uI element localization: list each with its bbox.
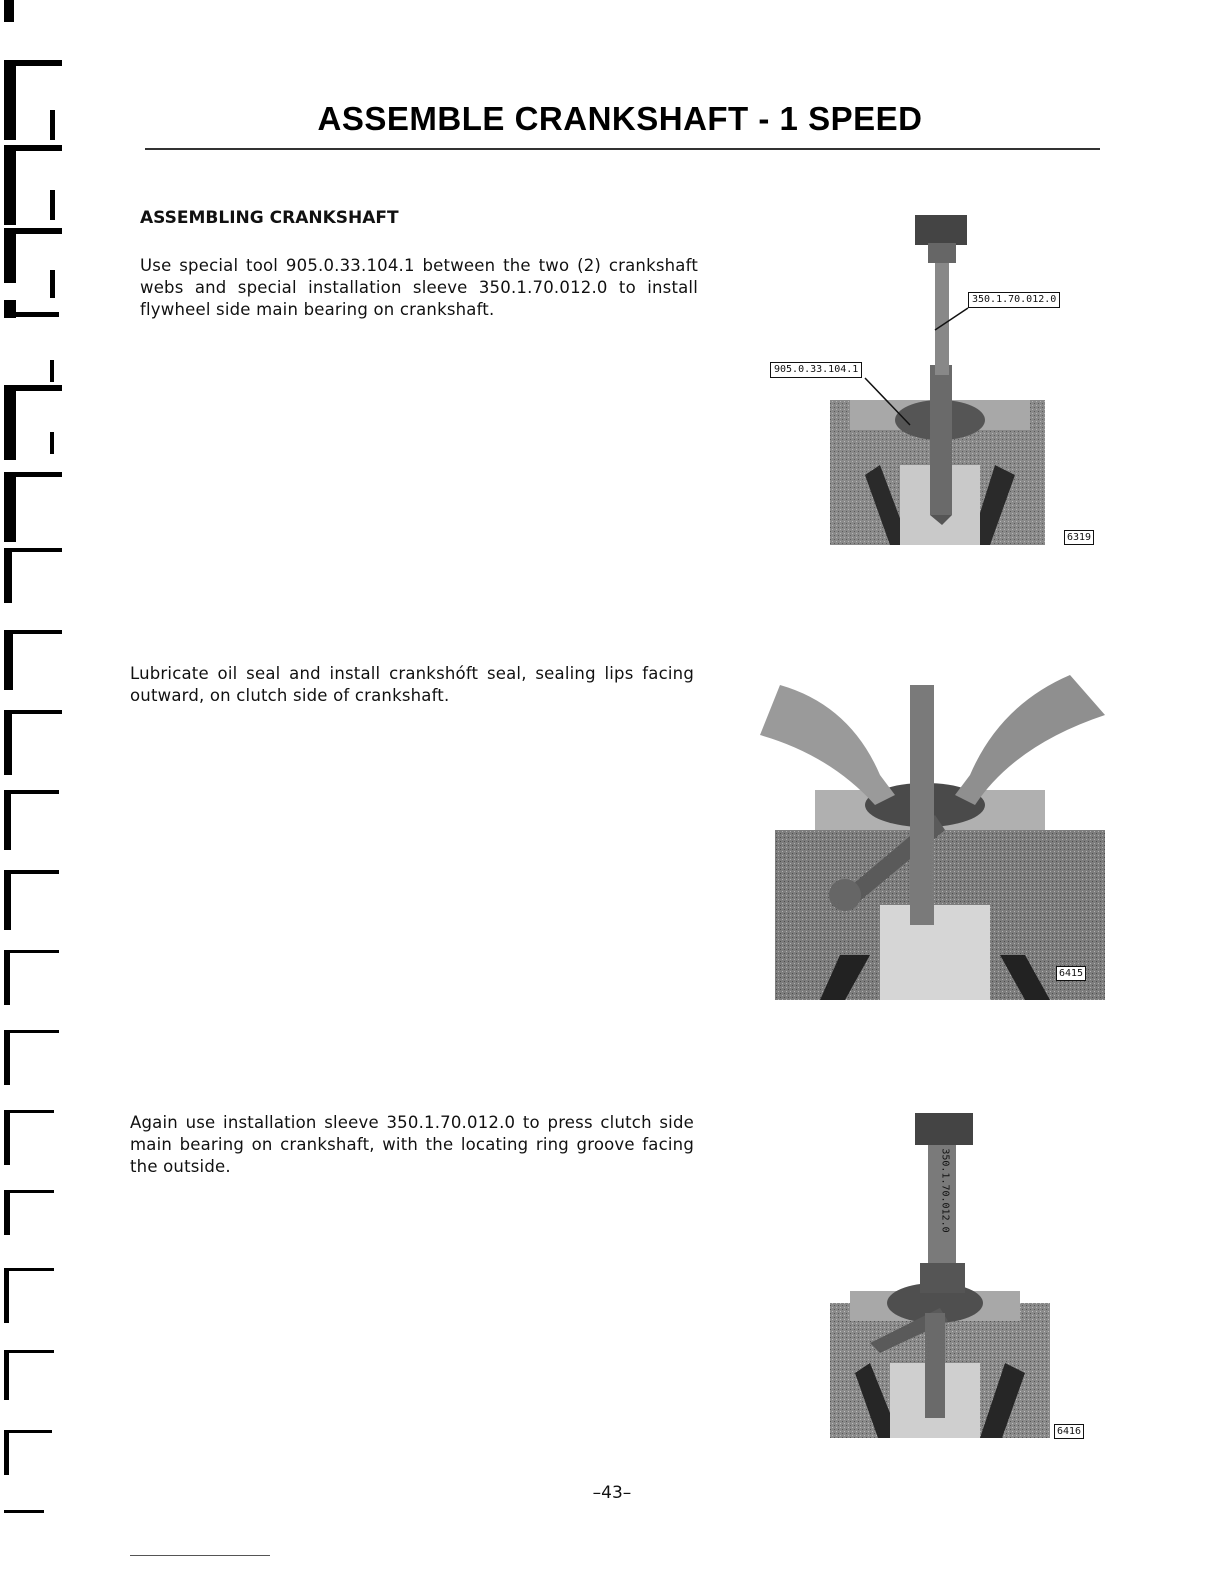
figure-6416-photo [830, 1113, 1090, 1443]
step-1-text: Use special tool 905.0.33.104.1 between the two (2) crankshaft webs and special installation sleeve 350.1.70.012.0 to install flywheel side main bearing on crankshaft. [140, 256, 698, 319]
figure-6416-shaft-marking: 350.1.70.012.0 [939, 1148, 951, 1233]
page-title: ASSEMBLE CRANKSHAFT - 1 SPEED [317, 100, 923, 137]
callout-sleeve: 350.1.70.012.0 [968, 292, 1060, 308]
figure-number-6415: 6415 [1056, 966, 1086, 981]
figure-6319-leader-lines [770, 290, 1100, 450]
figure-number-6416: 6416 [1054, 1424, 1084, 1439]
title-underline [145, 148, 1100, 150]
figure-number-6319: 6319 [1064, 530, 1094, 545]
page-number: –43– [592, 1483, 632, 1503]
bottom-rule [130, 1555, 270, 1556]
figure-6415-photo [760, 665, 1105, 1000]
section-heading: ASSEMBLING CRANKSHAFT [140, 208, 399, 228]
step-3-text: Again use installation sleeve 350.1.70.012.0 to press clutch side main bearing on crankshaft, with the locating ring groove facing the outside. [130, 1113, 694, 1176]
binder-edge-marks [0, 0, 70, 1584]
callout-tool: 905.0.33.104.1 [770, 362, 862, 378]
step-2-text: Lubricate oil seal and install crankshóft seal, sealing lips facing outward, on clutch side of crankshaft. [130, 664, 694, 705]
